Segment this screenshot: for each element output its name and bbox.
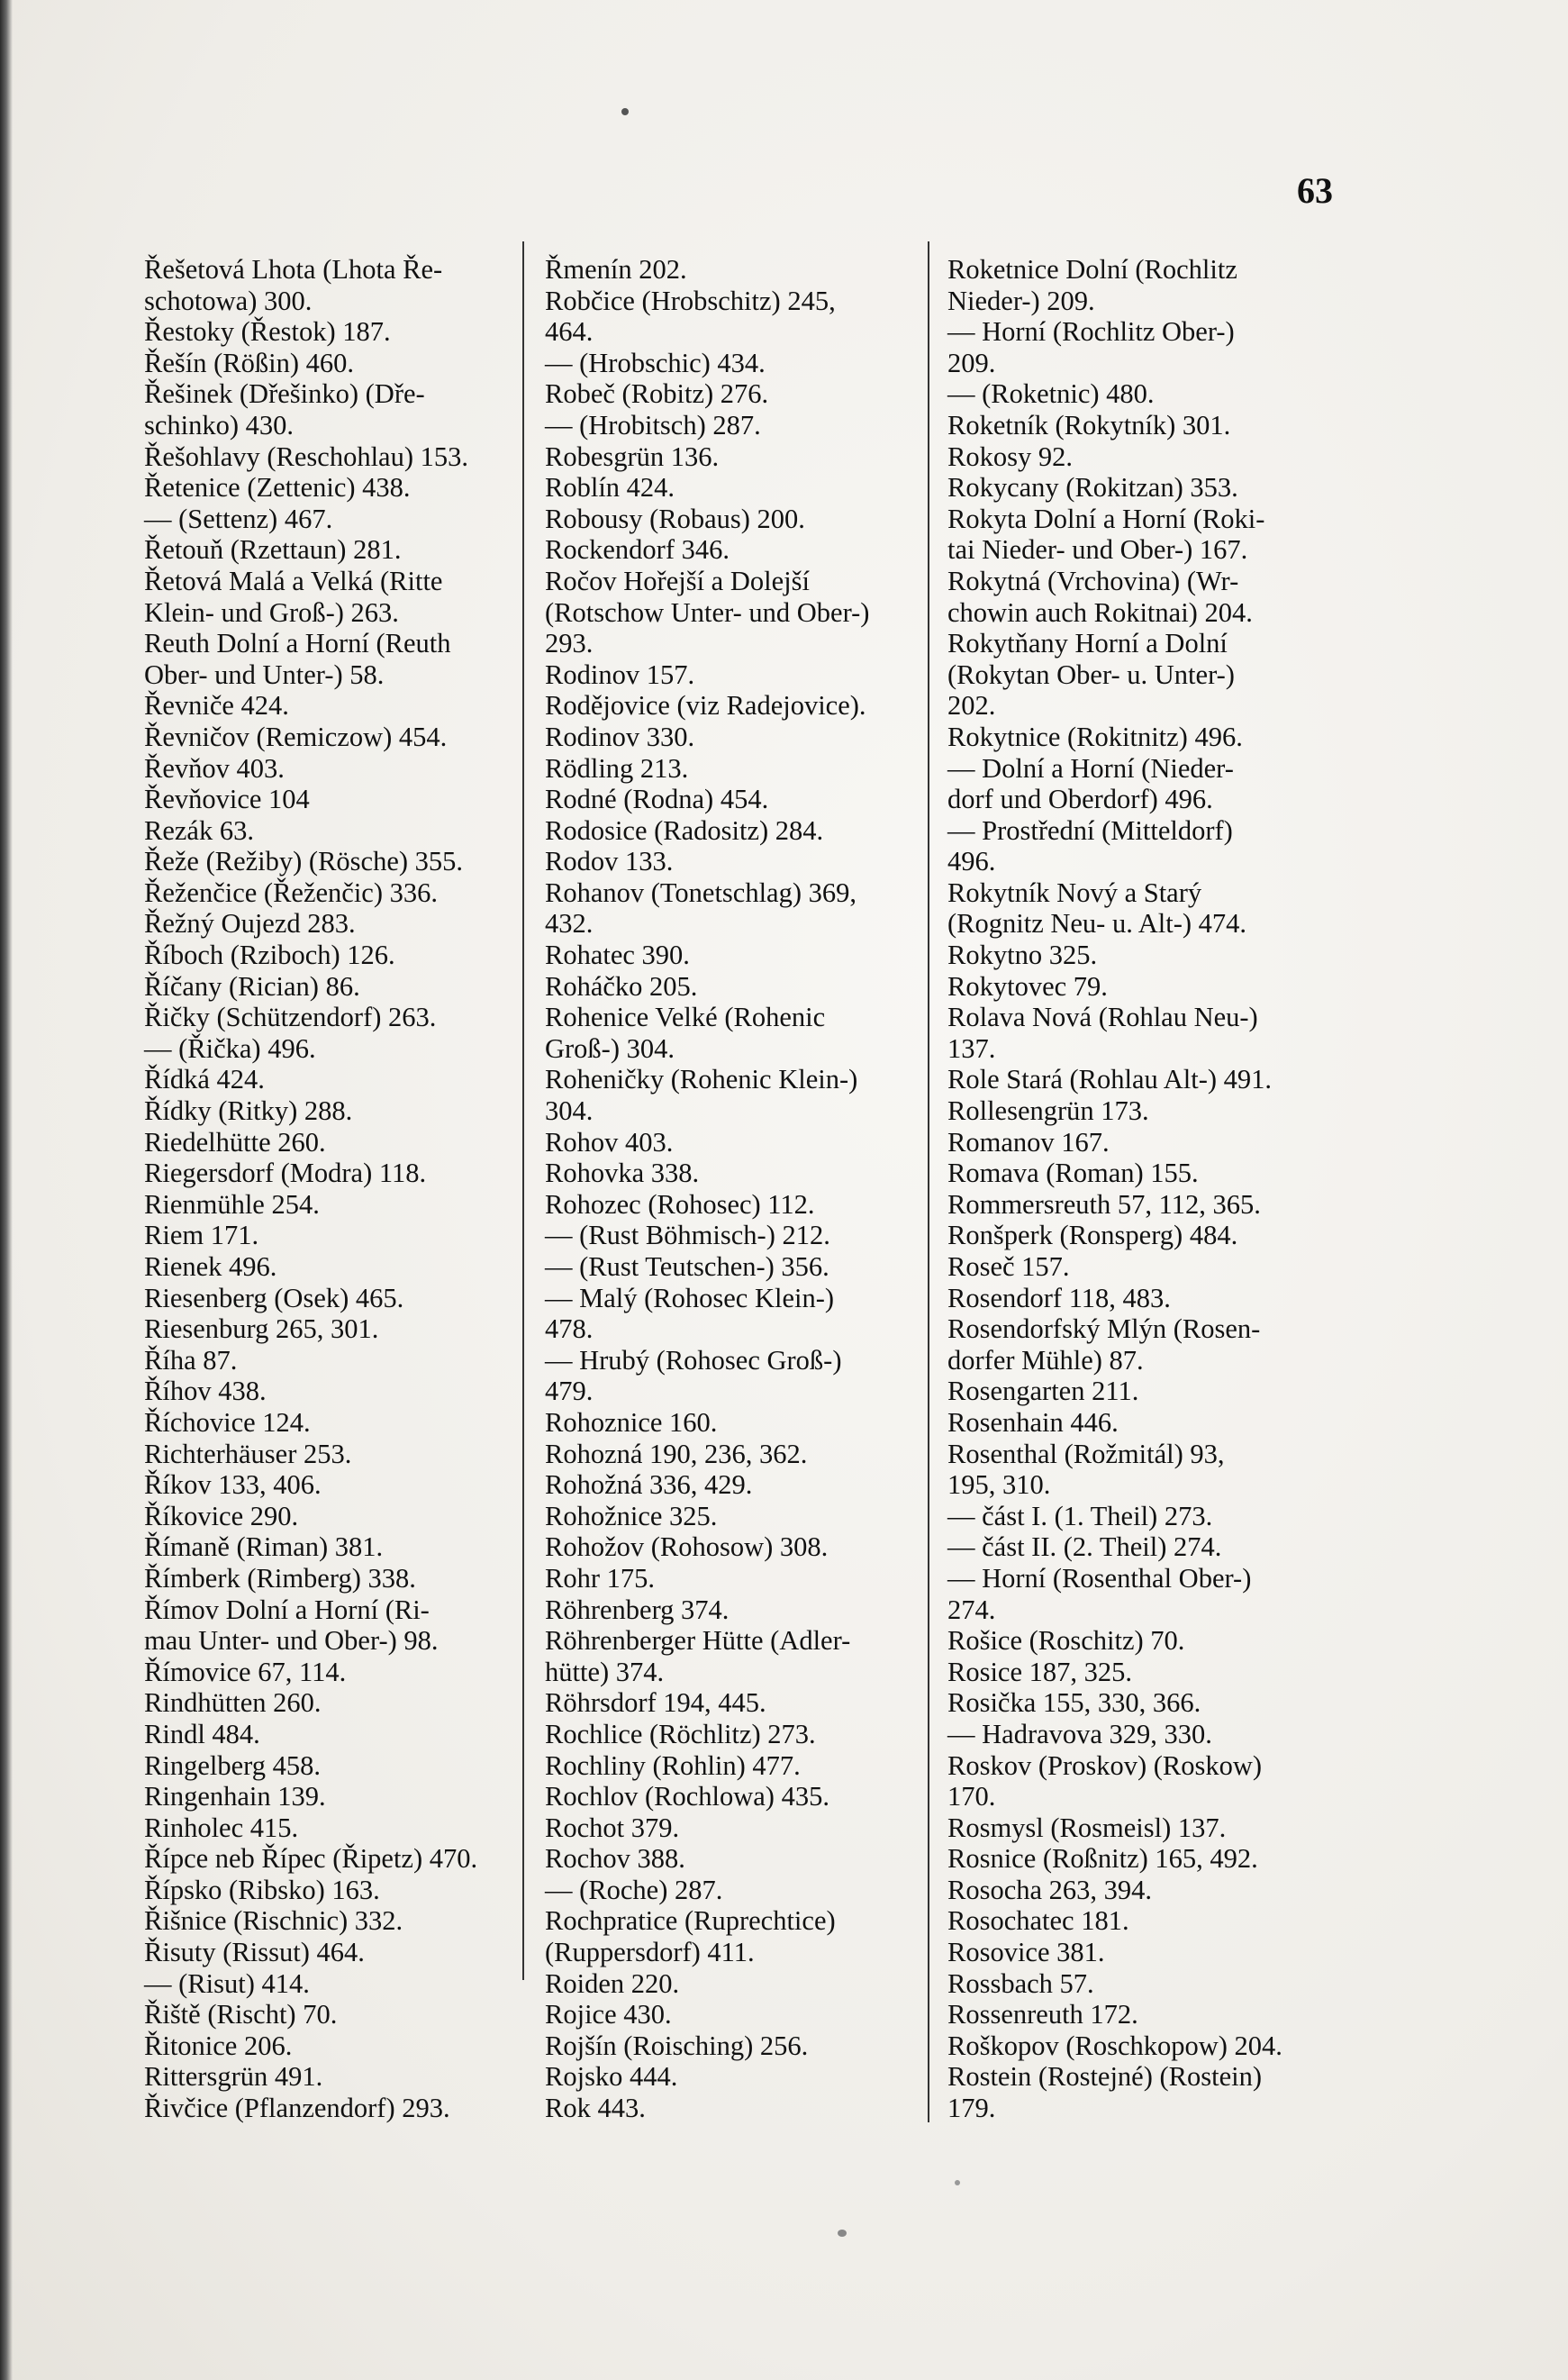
index-line: 202. [947,690,996,722]
index-line: Řitonice 206. [144,2030,293,2061]
index-line: mau Unter- und Ober-) 98. [144,1625,439,1657]
index-line: Rodov 133. [545,846,674,877]
index-line: 170. [947,1781,996,1812]
index-line: Rohožov (Rohosow) 308. [545,1531,829,1563]
index-line: — Hrubý (Rohosec Groß-) [545,1344,842,1376]
index-line: Rokytno 325. [947,940,1098,971]
index-line: Rodosice (Radositz) 284. [545,814,824,846]
index-line: Rojice 430. [545,1999,672,2030]
index-line: Rossenreuth 172. [947,1999,1138,2030]
index-line: Řešohlavy (Reschohlau) 153. [144,441,468,472]
index-line: Řetouň (Rzettaun) 281. [144,534,402,566]
index-line: Roblín 424. [545,472,675,504]
index-line: — Dolní a Horní (Nieder- [947,752,1234,784]
index-line: Rosenhain 446. [947,1406,1119,1438]
index-line: Řevňov 403. [144,752,285,784]
index-line: Riegersdorf (Modra) 118. [144,1158,427,1189]
index-line: Rochliny (Rohlin) 477. [545,1749,801,1781]
index-line: Říhov 438. [144,1376,267,1407]
index-line: (Rognitz Neu- u. Alt-) 474. [947,908,1247,940]
index-line: 195, 310. [947,1469,1051,1501]
index-line: 496. [947,846,996,877]
index-line: Rinholec 415. [144,1812,299,1843]
index-line: Robeč (Robitz) 276. [545,378,769,410]
index-line: 479. [545,1376,594,1407]
index-line: Rindl 484. [144,1718,260,1749]
index-line: 304. [545,1095,594,1127]
index-line: Rodějovice (viz Radejovice). [545,690,866,722]
index-line: Rosochatec 181. [947,1905,1129,1937]
index-line: — (Rust Böhmisch-) 212. [545,1220,830,1251]
index-line: Říčany (Rician) 86. [144,970,360,1002]
index-line: Rezák 63. [144,814,254,846]
paper-speck [955,2180,960,2185]
index-line: Roháčko 205. [545,970,698,1002]
index-line: Rohovka 338. [545,1158,700,1189]
index-line: — (Roche) 287. [545,1874,723,1905]
index-line: Řeženčice (Řeženčic) 336. [144,877,438,908]
index-line: Röhrenberger Hütte (Adler- [545,1625,851,1657]
index-line: schotowa) 300. [144,285,313,316]
index-line: Röhrenberg 374. [545,1594,730,1625]
index-line: Rohožná 336, 429. [545,1469,753,1501]
index-line: Rosnice (Roßnitz) 165, 492. [947,1843,1258,1875]
index-line: Říkovice 290. [144,1500,299,1531]
index-line: Richterhäuser 253. [144,1438,352,1469]
index-line: Rosocha 263, 394. [947,1874,1153,1905]
index-line: Řmenín 202. [545,254,687,285]
index-line: Nieder-) 209. [947,285,1095,316]
index-line: Rodné (Rodna) 454. [545,784,769,815]
index-line: Rohr 175. [545,1562,655,1594]
index-line: Rokosy 92. [947,441,1073,472]
index-line: Rochlov (Rochlowa) 435. [545,1781,829,1812]
index-line: Říboch (Rziboch) 126. [144,940,395,971]
index-line: dorfer Mühle) 87. [947,1344,1144,1376]
index-line: Rohanov (Tonetschlag) 369, [545,877,857,908]
index-column-1 [144,254,531,2124]
index-line: 209. [947,347,996,378]
index-line: Řisuty (Rissut) 464. [144,1937,365,1968]
index-line: — (Rust Teutschen-) 356. [545,1251,829,1282]
index-line: hütte) 374. [545,1656,665,1687]
binding-edge [0,0,13,2380]
index-line: Rodinov 157. [545,659,695,690]
index-line: — (Hrobschic) 434. [545,347,766,378]
index-line: Rojsko 444. [545,2061,678,2093]
index-line: Roketnice Dolní (Rochlitz [947,254,1237,285]
index-line: — (Risut) 414. [144,1967,310,1999]
index-line: Rohov 403. [545,1126,674,1158]
index-line: Klein- und Groß-) 263. [144,596,399,628]
index-line: Říchovice 124. [144,1406,311,1438]
index-line: Rosmysl (Rosmeisl) 137. [947,1812,1227,1843]
index-line: — Horní (Rochlitz Ober-) [947,316,1235,348]
index-line: Rosice 187, 325. [947,1656,1133,1687]
index-line: Rok 443. [545,2093,646,2124]
index-line: Rodinov 330. [545,721,695,752]
index-line: Rohatec 390. [545,940,690,971]
index-line: Roseč 157. [947,1251,1070,1282]
index-line: Rolava Nová (Rohlau Neu-) [947,1002,1258,1033]
index-line: Riem 171. [144,1220,259,1251]
index-line: — (Settenz) 467. [144,503,333,534]
index-line: Ober- und Unter-) 58. [144,659,385,690]
index-line: Rittersgrün 491. [144,2061,323,2093]
index-line: Roketník (Rokytník) 301. [947,409,1231,441]
index-line: Rossbach 57. [947,1967,1094,1999]
index-line: Röhrsdorf 194, 445. [545,1687,766,1719]
index-line: Roiden 220. [545,1967,680,1999]
index-line: Roskov (Proskov) (Roskow) [947,1749,1263,1781]
index-line: Ringelberg 458. [144,1749,321,1781]
index-line: Ronšperk (Ronsperg) 484. [947,1220,1238,1251]
index-line: Rokycany (Rokitzan) 353. [947,472,1238,504]
index-line: Groß-) 304. [545,1032,675,1064]
index-line: Rohenice Velké (Rohenic [545,1002,826,1033]
index-line: — Horní (Rosenthal Ober-) [947,1562,1252,1594]
index-line: Rödling 213. [545,752,689,784]
index-line: Rosendorfský Mlýn (Rosen- [947,1313,1261,1345]
index-line: Rošice (Roschitz) 70. [947,1625,1185,1657]
index-line: Rienek 496. [144,1251,277,1282]
index-line: Roškopov (Roschkopow) 204. [947,2030,1282,2061]
index-line: Riedelhütte 260. [144,1126,326,1158]
index-line: 179. [947,2093,996,2124]
index-line: Rienmühle 254. [144,1188,320,1220]
index-line: Riesenberg (Osek) 465. [144,1282,404,1313]
page-number: 63 [1297,170,1333,211]
index-line: Rokytnice (Rokitnitz) 496. [947,721,1243,752]
index-line: Řešetová Lhota (Lhota Ře- [144,254,443,285]
index-line: Římov Dolní a Horní (Ri- [144,1594,430,1625]
index-line: Rockendorf 346. [545,534,730,566]
index-line: 137. [947,1032,996,1064]
index-line: Rochlice (Röchlitz) 273. [545,1718,816,1749]
index-line: Ročov Hořejší a Dolejší [545,565,810,596]
index-line: schinko) 430. [144,409,295,441]
index-line: 293. [545,628,594,659]
index-line: Rosenthal (Rožmitál) 93, [947,1438,1225,1469]
index-line: 274. [947,1594,996,1625]
index-line: Řešín (Rößin) 460. [144,347,354,378]
index-line: — část I. (1. Theil) 273. [947,1500,1213,1531]
index-line: Římberk (Rimberg) 338. [144,1562,416,1594]
index-line: (Ruppersdorf) 411. [545,1937,755,1968]
index-line: Řestoky (Řestok) 187. [144,316,391,348]
index-line: Řežný Oujezd 283. [144,908,356,940]
index-line: Ringenhain 139. [144,1781,326,1812]
index-line: — Prostřední (Mitteldorf) [947,814,1233,846]
index-line: Rollesengrün 173. [947,1095,1149,1127]
index-line: Robousy (Robaus) 200. [545,503,805,534]
index-line: Rokytovec 79. [947,970,1108,1002]
index-column-3 [947,254,1344,2124]
index-line: — Malý (Rohosec Klein-) [545,1282,835,1313]
index-line: Roheničky (Rohenic Klein-) [545,1064,858,1095]
index-line: Rommersreuth 57, 112, 365. [947,1188,1261,1220]
index-line: Řípsko (Ribsko) 163. [144,1874,380,1905]
index-line: Říkov 133, 406. [144,1469,322,1501]
index-line: — (Roketnic) 480. [947,378,1155,410]
paper-speck [838,2230,847,2237]
index-line: 478. [545,1313,594,1345]
index-line: Říha 87. [144,1344,238,1376]
index-line: Řídká 424. [144,1064,265,1095]
index-line: — (Řička) 496. [144,1032,316,1064]
index-line: Řetová Malá a Velká (Ritte [144,565,443,596]
index-line: Rosička 155, 330, 366. [947,1687,1201,1719]
index-line: Rochot 379. [545,1812,680,1843]
index-line: — (Hrobitsch) 287. [545,409,761,441]
index-line: Romanov 167. [947,1126,1110,1158]
index-line: Robesgrün 136. [545,441,720,472]
index-line: Řídky (Ritky) 288. [144,1095,353,1127]
index-line: Rindhütten 260. [144,1687,322,1719]
index-line: Rokytník Nový a Starý [947,877,1202,908]
index-line: Řičky (Schützendorf) 263. [144,1002,437,1033]
index-line: Robčice (Hrobschitz) 245, [545,285,836,316]
index-line: Rokytná (Vrchovina) (Wr- [947,565,1239,596]
index-line: 432. [545,908,594,940]
index-line: — Hadravova 329, 330. [947,1718,1212,1749]
index-line: Rokytňany Horní a Dolní [947,628,1228,659]
index-line: Římaně (Riman) 381. [144,1531,384,1563]
paper-speck [621,108,629,115]
index-line: Řevničov (Remiczow) 454. [144,721,448,752]
index-line: Rosovice 381. [947,1937,1105,1968]
index-line: Role Stará (Rohlau Alt-) 491. [947,1064,1273,1095]
index-line: — část II. (2. Theil) 274. [947,1531,1222,1563]
index-line: Rojšín (Roisching) 256. [545,2030,809,2061]
index-line: Řetenice (Zettenic) 438. [144,472,411,504]
index-line: Rochov 388. [545,1843,685,1875]
index-line: tai Nieder- und Ober-) 167. [947,534,1248,566]
index-line: Řivčice (Pflanzendorf) 293. [144,2093,450,2124]
index-column-2 [545,254,932,2124]
index-line: 464. [545,316,594,348]
index-line: (Rokytan Ober- u. Unter-) [947,659,1235,690]
index-line: Rohozec (Rohosec) 112. [545,1188,815,1220]
index-line: Řípce neb Řípec (Řipetz) 470. [144,1843,478,1875]
index-line: Rohoznice 160. [545,1406,718,1438]
index-line: Riesenburg 265, 301. [144,1313,379,1345]
index-line: Řešinek (Dřešinko) (Dře- [144,378,425,410]
index-line: Řiště (Rischt) 70. [144,1999,338,2030]
index-line: Rohožnice 325. [545,1500,718,1531]
index-line: chowin auch Rokitnai) 204. [947,596,1253,628]
index-line: Řevňovice 104 [144,784,310,815]
index-line: Rohozná 190, 236, 362. [545,1438,808,1469]
index-line: Rokyta Dolní a Horní (Roki- [947,503,1265,534]
index-line: (Rotschow Unter- und Ober-) [545,596,870,628]
index-line: Římovice 67, 114. [144,1656,347,1687]
index-line: dorf und Oberdorf) 496. [947,784,1213,815]
index-line: Rosengarten 211. [947,1376,1139,1407]
index-line: Rochpratice (Ruprechtice) [545,1905,836,1937]
index-line: Řišnice (Rischnic) 332. [144,1905,403,1937]
index-line: Řeže (Režiby) (Rösche) 355. [144,846,464,877]
index-line: Řevniče 424. [144,690,289,722]
index-line: Rostein (Rostejné) (Rostein) [947,2061,1263,2093]
index-line: Rosendorf 118, 483. [947,1282,1171,1313]
index-line: Reuth Dolní a Horní (Reuth [144,628,451,659]
index-line: Romava (Roman) 155. [947,1158,1199,1189]
